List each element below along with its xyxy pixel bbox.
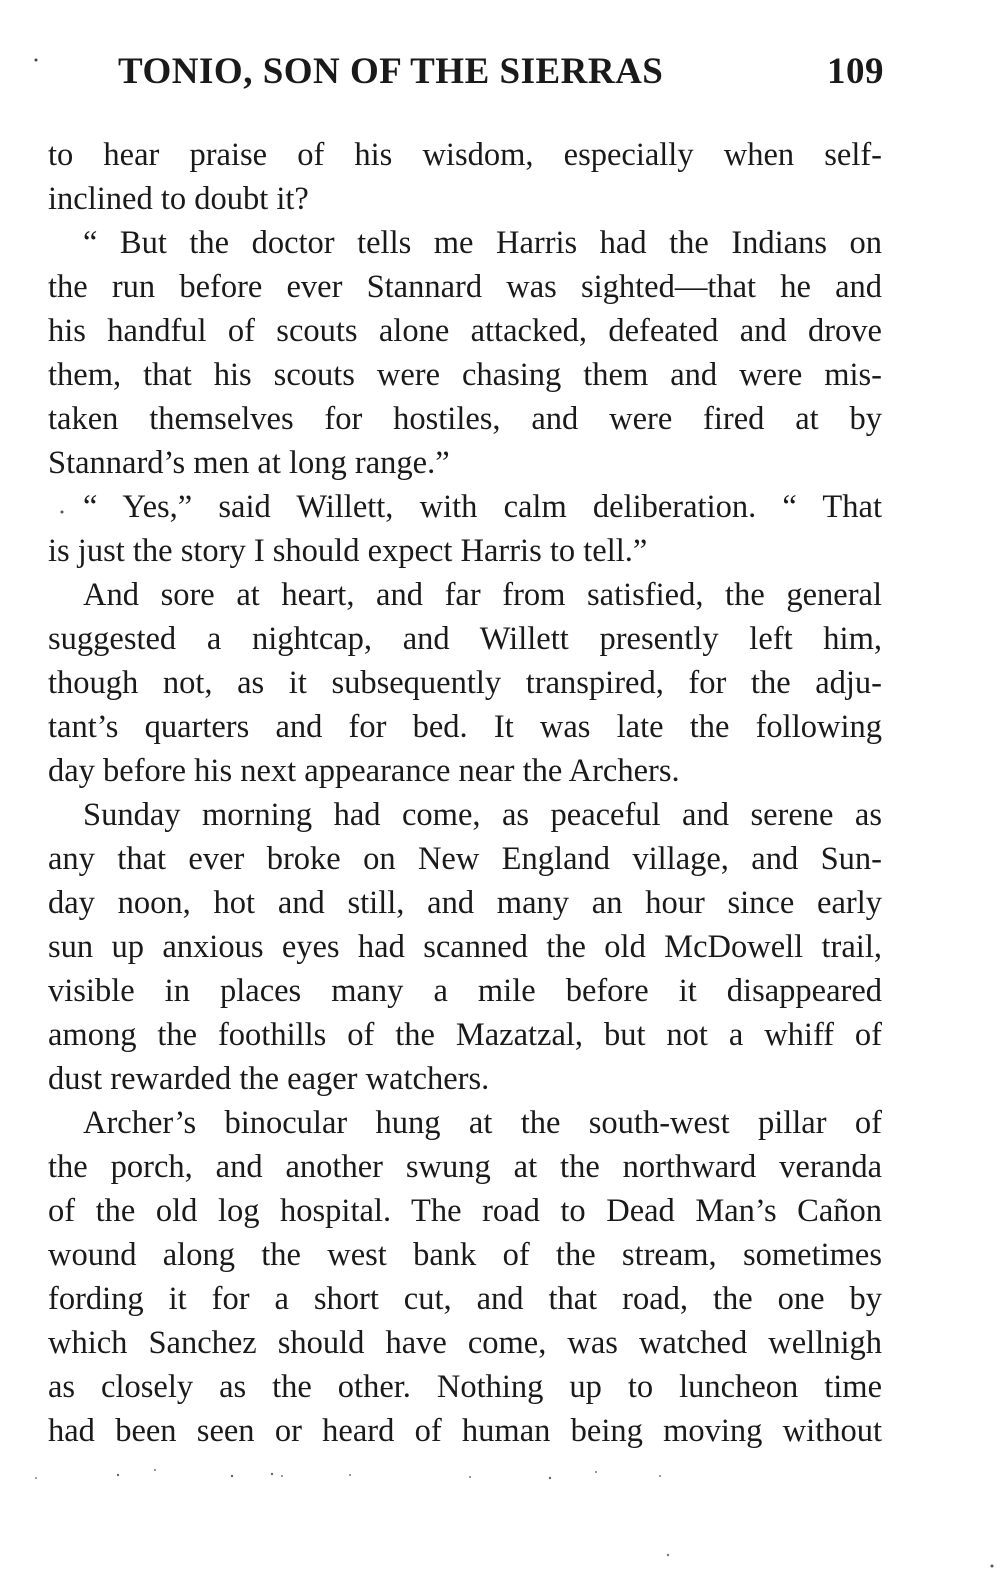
text-line: his handful of scouts alone attacked, defeated and drove [48,313,882,349]
page-number: 109 [827,51,884,92]
text-line: “ Yes,” said Willett, with calm deliberation. “ That [83,489,882,525]
text-line: Stannard’s men at long range.” [48,445,450,481]
text-line: them, that his scouts were chasing them and were mis- [48,357,882,393]
text-line: had been seen or heard of human being moving without [48,1413,882,1449]
text-line: Sunday morning had come, as peaceful and serene as [83,797,882,833]
text-line: among the foothills of the Mazatzal, but not a whiff of [48,1017,882,1053]
text-line: wound along the west bank of the stream, sometimes [48,1237,882,1273]
text-line: to hear praise of his wisdom, especially when self- [48,137,882,173]
text-line: any that ever broke on New England village, and Sun- [48,841,882,877]
text-line: visible in places many a mile before it disappeared [48,973,882,1009]
text-line: the porch, and another swung at the northward veranda [48,1149,882,1185]
text-line: tant’s quarters and for bed. It was late the following [48,709,882,745]
text-line: sun up anxious eyes had scanned the old McDowell trail, [48,929,882,965]
text-line: And sore at heart, and far from satisfied, the general [83,577,882,613]
text-line: dust rewarded the eager watchers. [48,1061,490,1097]
body-text [48,133,882,1453]
text-line: suggested a nightcap, and Willett presently left him, [48,621,882,657]
text-line: taken themselves for hostiles, and were fired at by [48,401,882,437]
text-line: the run before ever Stannard was sighted—that he and [48,269,882,305]
text-line: as closely as the other. Nothing up to luncheon time [48,1369,882,1405]
text-line: fording it for a short cut, and that road, the one by [48,1281,882,1317]
text-line: is just the story I should expect Harris to tell.” [48,533,648,569]
text-line: which Sanchez should have come, was watched wellnigh [48,1325,882,1361]
text-line: day noon, hot and still, and many an hour since early [48,885,882,921]
text-line: though not, as it subsequently transpired, for the adju- [48,665,882,701]
text-line: day before his next appearance near the Archers. [48,753,680,789]
running-head-title: TONIO, SON OF THE SIERRAS [118,51,664,92]
text-line: Archer’s binocular hung at the south-west pillar of [83,1105,882,1141]
text-line: “ But the doctor tells me Harris had the Indians on [83,225,882,261]
text-line: inclined to doubt it? [48,181,309,217]
text-line: of the old log hospital. The road to Dead Man’s Cañon [48,1193,882,1229]
running-head [118,50,884,100]
